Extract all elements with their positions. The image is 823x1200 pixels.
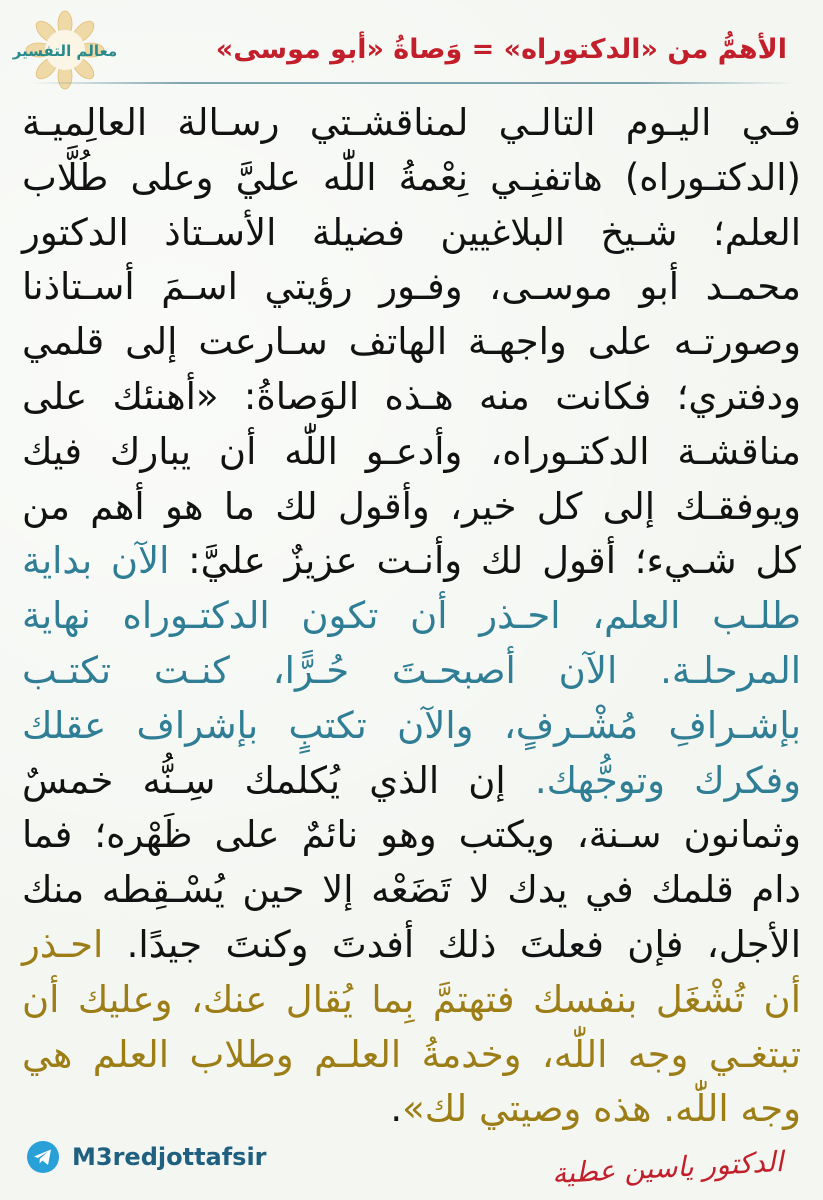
text-segment: إن الذي يُكلمك سِـنُّه خمسٌ [22,758,506,802]
logo-text: معالم التفسير [12,42,118,60]
header [0,0,823,96]
logo-emblem [12,10,118,90]
text-segment: . [390,1087,403,1131]
channel-handle: M3redjottafsir [72,1143,267,1171]
text-segment: وفكرك وتوجُّهك. [505,758,801,802]
text-line: مناقشـة الدكتـوراه، وأدعـو اللّٰه أن يبارك فيك [22,429,801,473]
text-line: أن تُشْغَل بنفسك فتهتمَّ بِما يُقال عنك، وعليك أن [22,977,801,1021]
text-segment: وجه اللّٰه. هذه وصيتي لك» [402,1087,801,1131]
author-signature: الدكتور ياسين عطية [551,1144,784,1191]
telegram-icon [26,1140,60,1174]
text-line: محمـد أبو موسـى، وفـور رؤيتي اسـمَ أسـتاذنا [22,265,801,309]
text-line: بإشـرافِ مُشْـرفٍ، والآن تكتبٍ بإشراف عقلك [22,703,801,747]
text-line: فـي اليـوم التالـي لمناقشـتي رسـالة العالِميـة [22,101,801,144]
text-line: طلـب العلم، احـذر أن تكون الدكتـوراه نهاية [22,594,801,638]
text-line: المرحلـة. الآن أصبحـتَ حُـرًّا، كنـت تكتـب [22,648,801,692]
text-line [22,534,801,589]
text-line: وصورتـه على واجهـة الهاتف سـارعت إلى قلمي [22,320,801,364]
page-title: الأهمُّ من «الدكتوراه» = وَصاةُ «أبو موسى» [215,34,787,65]
text-line: (الدكتـوراه) هاتفنِـي نِعْمةُ اللّٰه عليَّ وعلى طُلَّاب [22,155,801,199]
text-line [22,1082,801,1137]
telegram-channel[interactable] [26,1140,267,1174]
article-body [22,96,801,1137]
text-line: دام قلمك في يدك لا تَضَعْه إلا حين يُسْـقِطه منك [22,868,801,912]
text-line [22,754,801,809]
text-segment: احـذر [22,922,104,966]
text-segment: الأجل، فإن فعلتَ ذلك أفدتَ وكنتَ جيدًا. [103,922,801,966]
text-line: العلم؛ شـيخ البلاغيين فضيلة الأسـتاذ الدكتور [22,210,801,254]
text-line: تبتغـي وجه اللّٰه، وخدمةُ العلـم وطلاب العلم هي [22,1032,801,1076]
text-line: وثمانون سـنة، ويكتب وهو نائمٌ على ظَهْره؛ فما [22,813,801,857]
text-line [22,918,801,973]
text-segment: الآن بداية [22,539,170,583]
header-divider [30,82,793,84]
footer [0,1130,823,1200]
text-segment: كل شـيء؛ أقول لك وأنـت عزيزٌ عليَّ: [169,539,801,583]
text-line: ويوفقـك إلى كل خير، وأقول لك ما هو أهم من [22,484,801,528]
text-line: ودفتري؛ فكانت منه هـذه الوَصاةُ: «أهنئك على [22,374,801,418]
